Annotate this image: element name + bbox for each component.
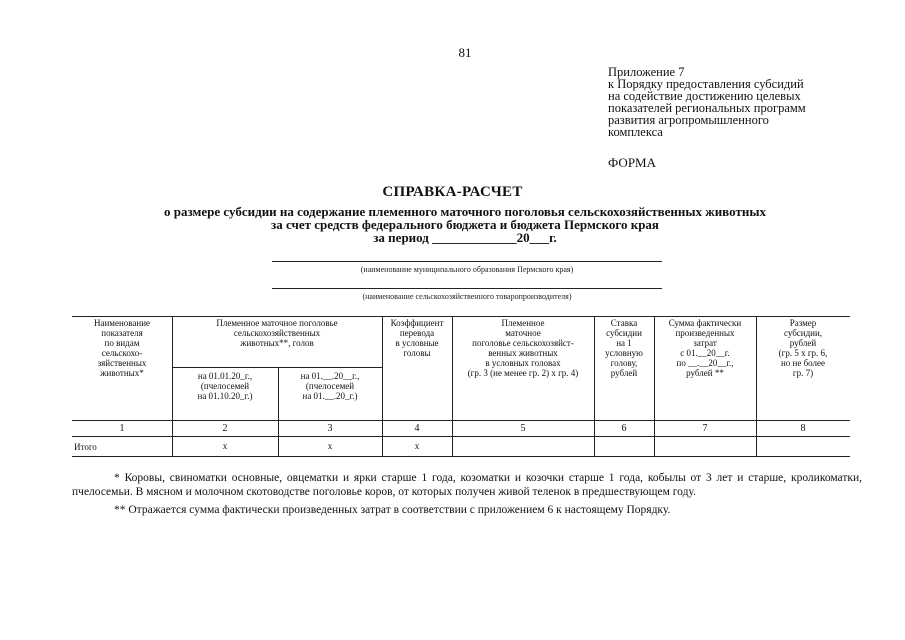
header-stock-end: на 01.__.20__г., (пчелосемей на 01.__.20_г.)	[300, 371, 360, 401]
header-breeding-stock: Племенное маточное поголовье сельскохозяйственных животных**, голов	[216, 318, 338, 348]
appendix-line: комплекса	[608, 125, 663, 139]
appendix-block	[608, 66, 898, 138]
column-number: 7	[702, 423, 708, 434]
footnote-costs: ** Отражается сумма фактически произведенных затрат в соответствии с приложением 6 к настоящему Порядку.	[114, 504, 671, 516]
subtitle-period: за период _____________20___г.	[373, 230, 557, 245]
header-actual-costs: Сумма фактически произведенных затрат с 01.__20__г. по __.__20__г., рублей **	[668, 318, 742, 378]
document-title: СПРАВКА-РАСЧЕТ	[382, 184, 523, 200]
producer-blank-line	[272, 288, 662, 289]
appendix-line: развития агропромышленного	[608, 113, 769, 127]
table-top-border	[72, 316, 850, 317]
header-stock-start: на 01.01.20_г., (пчелосемей на 01.10.20_г.)	[197, 371, 253, 401]
total-x-mark: x	[414, 441, 420, 451]
column-number: 1	[119, 423, 125, 434]
header-indicator-name: Наименование показателя по видам сельскохо- зяйственных животных*	[93, 318, 151, 378]
total-label: Итого	[74, 442, 97, 452]
appendix-line: показателей региональных программ	[608, 101, 806, 115]
numbers-row-bottom-border	[72, 436, 850, 437]
appendix-line: Приложение 7	[608, 65, 685, 79]
footnote-animals: * Коровы, свиноматки основные, овцематки и ярки старше 1 года, козоматки и козочки старше 1 года, кобылы от 3 лет и старше, кроликоматки, пчелосемьи. В мясном и молочном скотоводстве поголовье коров, от которых получен живой теленок в предшествующем году.	[72, 472, 862, 498]
total-x-mark: x	[327, 441, 333, 451]
appendix-line: на содействие достижению целевых	[608, 89, 801, 103]
header-conversion-coefficient: Коэффициент перевода в условные головы	[390, 318, 444, 358]
subheader-border	[172, 367, 382, 368]
column-number: 5	[520, 423, 526, 434]
page-number: 81	[458, 45, 472, 60]
footnotes	[72, 471, 862, 517]
header-subsidy-rate: Ставка субсидии на 1 условную голову, рублей	[605, 318, 643, 378]
numbers-row-top-border	[72, 420, 850, 421]
column-number: 6	[621, 423, 627, 434]
producer-caption: (наименование сельскохозяйственного товаропроизводителя)	[362, 292, 572, 301]
form-label: ФОРМА	[608, 155, 656, 170]
municipality-blank-line	[272, 261, 662, 262]
municipality-caption: (наименование муниципального образования Пермского края)	[360, 265, 574, 274]
column-number: 3	[327, 423, 333, 434]
column-number: 8	[800, 423, 806, 434]
header-conditional-heads: Племенное маточное поголовье сельскохозяйст- венных животных в условных головах (гр. 3 (не менее гр. 2) х гр. 4)	[467, 318, 579, 378]
appendix-line: к Порядку предоставления субсидий	[608, 77, 804, 91]
total-x-mark: x	[222, 441, 228, 451]
subtitle-line: о размере субсидии на содержание племенного маточного поголовья сельскохозяйственных животных	[164, 204, 766, 219]
table-bottom-border	[72, 456, 850, 457]
header-subsidy-amount: Размер субсидии, рублей (гр. 5 х гр. 6, но не более гр. 7)	[778, 318, 828, 378]
column-number: 2	[222, 423, 228, 434]
subtitle-line: за счет средств федерального бюджета и бюджета Пермского края	[271, 217, 659, 232]
document-subtitle	[60, 205, 870, 244]
column-number: 4	[414, 423, 420, 434]
